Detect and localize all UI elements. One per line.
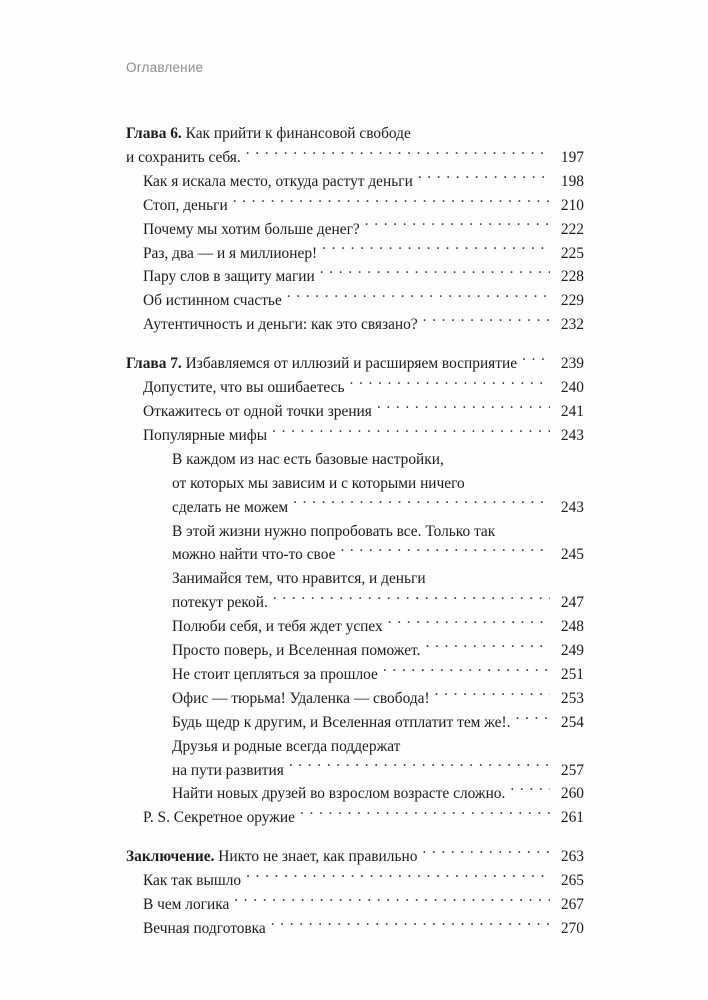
toc-page-number: 261: [560, 809, 584, 827]
toc-page-number: 257: [560, 761, 584, 779]
toc-entry-line: от которых мы зависим и с которыми ничего: [172, 474, 465, 492]
toc-page-number: 241: [560, 402, 584, 420]
toc-leader-line: [143, 242, 584, 266]
toc-page-number: 222: [560, 220, 584, 238]
dot-leader: [522, 353, 550, 368]
dot-leader: [293, 496, 550, 511]
dot-leader: [246, 147, 550, 162]
toc-entry[interactable]: [126, 663, 584, 687]
dot-leader: [271, 918, 550, 933]
toc-entry-title: Об истинном счастье: [143, 292, 282, 310]
dot-leader: [234, 894, 550, 909]
toc-entry-line: Занимайся тем, что нравится, и деньги: [172, 570, 426, 588]
toc-entry-title: Как я искала место, откуда растут деньги: [143, 172, 413, 190]
toc-entry[interactable]: [126, 806, 584, 830]
toc-entry-title: можно найти что-то свое: [172, 546, 336, 564]
toc-entry-title: потекут рекой.: [172, 594, 268, 612]
toc-page-number: 225: [560, 244, 584, 262]
toc-entry-title: Найти новых друзей во взрослом возрасте сложно.: [172, 785, 506, 803]
toc-page-number: 249: [560, 642, 584, 660]
toc-group-chapter-7: [126, 352, 584, 830]
toc-leader-line: [172, 782, 584, 806]
toc-page-number: 240: [560, 379, 584, 397]
dot-leader: [287, 290, 550, 305]
toc-leader-line: [126, 845, 584, 869]
toc-page-number: 254: [560, 713, 584, 731]
toc-group-conclusion: [126, 845, 584, 941]
toc-page-number: 270: [560, 920, 584, 937]
toc-entry[interactable]: [126, 289, 584, 313]
toc-leader-line: [143, 917, 584, 941]
toc-entry[interactable]: [126, 845, 584, 869]
toc-group-chapter-6: [126, 122, 584, 337]
dot-leader: [320, 266, 550, 281]
toc-page-number: 243: [560, 426, 584, 444]
toc-page-number: 239: [560, 355, 584, 373]
toc-entry[interactable]: [126, 218, 584, 242]
toc-page-number: 210: [560, 196, 584, 214]
toc-page-number: 229: [560, 292, 584, 310]
dot-leader: [388, 616, 550, 631]
dot-leader: [272, 424, 550, 439]
toc-entry-title: Откажитесь от одной точки зрения: [143, 402, 372, 420]
toc-leader-line: [126, 352, 584, 376]
toc-page-number: 197: [560, 148, 584, 166]
dot-leader: [322, 242, 550, 257]
toc-entry-title: P. S. Секретное оружие: [143, 809, 295, 827]
toc-leader-line: [143, 806, 584, 830]
dot-leader: [350, 377, 551, 392]
dot-leader: [246, 870, 550, 885]
toc-leader-line: [126, 146, 584, 170]
toc-leader-line: [143, 170, 584, 194]
toc-page-number: 245: [560, 546, 584, 564]
table-of-contents: [126, 122, 584, 941]
toc-entry[interactable]: [126, 313, 584, 337]
toc-leader-line: [143, 893, 584, 917]
toc-entry-prefix: Глава 7.: [126, 355, 182, 373]
dot-leader: [423, 314, 550, 329]
toc-leader-line: [143, 313, 584, 337]
toc-leader-line: [172, 543, 584, 567]
toc-leader-line: [143, 869, 584, 893]
toc-leader-line: [172, 615, 584, 639]
toc-entry-title: Допустите, что вы ошибаетесь: [143, 379, 345, 397]
dot-leader: [233, 194, 550, 209]
dot-leader: [365, 218, 550, 233]
toc-leader-line: [172, 591, 584, 615]
toc-entry[interactable]: [126, 615, 584, 639]
toc-leader-line: [143, 265, 584, 289]
toc-entry-prefix: Глава 6.: [126, 125, 182, 142]
toc-page-number: 265: [560, 872, 584, 890]
running-head: Оглавление: [126, 60, 204, 75]
toc-entry[interactable]: [126, 782, 584, 806]
toc-entry-title: сделать не можем: [172, 498, 289, 516]
toc-entry-title: Как так вышло: [143, 872, 242, 890]
toc-page-number: 243: [560, 498, 584, 516]
toc-entry-title: Будь щедр к другим, и Вселенная отплатит тем же!.: [172, 713, 511, 731]
toc-entry[interactable]: [126, 352, 584, 376]
toc-entry[interactable]: [126, 424, 584, 448]
dot-leader: [425, 640, 550, 655]
toc-entry[interactable]: [126, 735, 584, 783]
toc-page-number: 232: [560, 316, 584, 334]
toc-entry[interactable]: [126, 122, 584, 170]
dot-leader: [510, 783, 550, 798]
toc-entry[interactable]: [126, 194, 584, 218]
toc-leader-line: [143, 400, 584, 424]
toc-page-number: 260: [560, 785, 584, 803]
toc-entry-title: Заключение. Никто не знает, как правильно: [126, 848, 418, 866]
toc-entry[interactable]: [126, 376, 584, 400]
toc-leader-line: [143, 289, 584, 313]
toc-leader-line: [143, 424, 584, 448]
toc-entry-title: на пути развития: [172, 761, 284, 779]
toc-leader-line: [172, 639, 584, 663]
toc-entry-title: Почему мы хотим больше денег?: [143, 220, 360, 238]
dot-leader: [300, 807, 550, 822]
toc-entry-title: Раз, два — и я миллионер!: [143, 244, 318, 262]
toc-entry-title: Аутентичность и деньги: как это связано?: [143, 316, 418, 334]
toc-page-number: 251: [560, 665, 584, 683]
toc-page-number: 263: [560, 848, 584, 866]
dot-leader: [377, 401, 550, 416]
toc-entry-prefix: Заключение.: [126, 848, 215, 866]
toc-entry-title: Вечная подготовка: [143, 920, 266, 937]
toc-entry-title: В чем логика: [143, 896, 230, 914]
dot-leader: [418, 170, 550, 185]
toc-entry[interactable]: [126, 893, 584, 917]
toc-entry-title: Просто поверь, и Вселенная поможет.: [172, 642, 421, 660]
toc-leader-line: [172, 759, 584, 783]
toc-leader-line: [172, 711, 584, 735]
dot-leader: [289, 759, 550, 774]
toc-page-number: 198: [560, 172, 584, 190]
toc-entry-line: В этой жизни нужно попробовать все. Только так: [172, 522, 496, 540]
toc-entry-line: Глава 6. Как прийти к финансовой свободе: [126, 125, 411, 142]
dot-leader: [273, 592, 550, 607]
toc-leader-line: [143, 376, 584, 400]
toc-entry-line: Друзья и родные всегда поддержат: [172, 737, 401, 755]
dot-leader: [340, 544, 550, 559]
toc-entry-title: Офис — тюрьма! Удаленка — свобода!: [172, 689, 430, 707]
toc-entry-title: Популярные мифы: [143, 426, 268, 444]
toc-page-number: 248: [560, 618, 584, 636]
toc-entry[interactable]: [126, 448, 584, 520]
toc-entry-title: Стоп, деньги: [143, 196, 228, 214]
toc-entry-title: Пару слов в защиту магии: [143, 268, 315, 286]
toc-page-number: 253: [560, 689, 584, 707]
toc-page-number: 247: [560, 594, 584, 612]
toc-entry-line: В каждом из нас есть базовые настройки,: [172, 450, 444, 468]
toc-entry[interactable]: [126, 567, 584, 615]
toc-entry[interactable]: [126, 917, 584, 941]
toc-entry-title: Не стоит цепляться за прошлое: [172, 665, 378, 683]
toc-leader-line: [143, 218, 584, 242]
toc-entry[interactable]: [126, 869, 584, 893]
toc-entry-title: и сохранить себя.: [126, 148, 241, 166]
toc-entry[interactable]: [126, 400, 584, 424]
dot-leader: [515, 711, 550, 726]
toc-leader-line: [172, 687, 584, 711]
toc-leader-line: [172, 496, 584, 520]
toc-entry[interactable]: [126, 639, 584, 663]
dot-leader: [422, 846, 550, 861]
dot-leader: [383, 664, 550, 679]
toc-entry[interactable]: [126, 520, 584, 568]
toc-entry[interactable]: [126, 711, 584, 735]
toc-page-number: 267: [560, 896, 584, 914]
toc-entry-title: Полюби себя, и тебя ждет успех: [172, 618, 383, 636]
toc-page-number: 228: [560, 268, 584, 286]
toc-entry[interactable]: [126, 170, 584, 194]
dot-leader: [435, 687, 550, 702]
toc-leader-line: [143, 194, 584, 218]
toc-entry-title: Глава 7. Избавляемся от иллюзий и расширяем восприятие: [126, 355, 518, 373]
toc-entry[interactable]: [126, 242, 584, 266]
toc-leader-line: [172, 663, 584, 687]
toc-entry[interactable]: [126, 265, 584, 289]
toc-entry[interactable]: [126, 687, 584, 711]
